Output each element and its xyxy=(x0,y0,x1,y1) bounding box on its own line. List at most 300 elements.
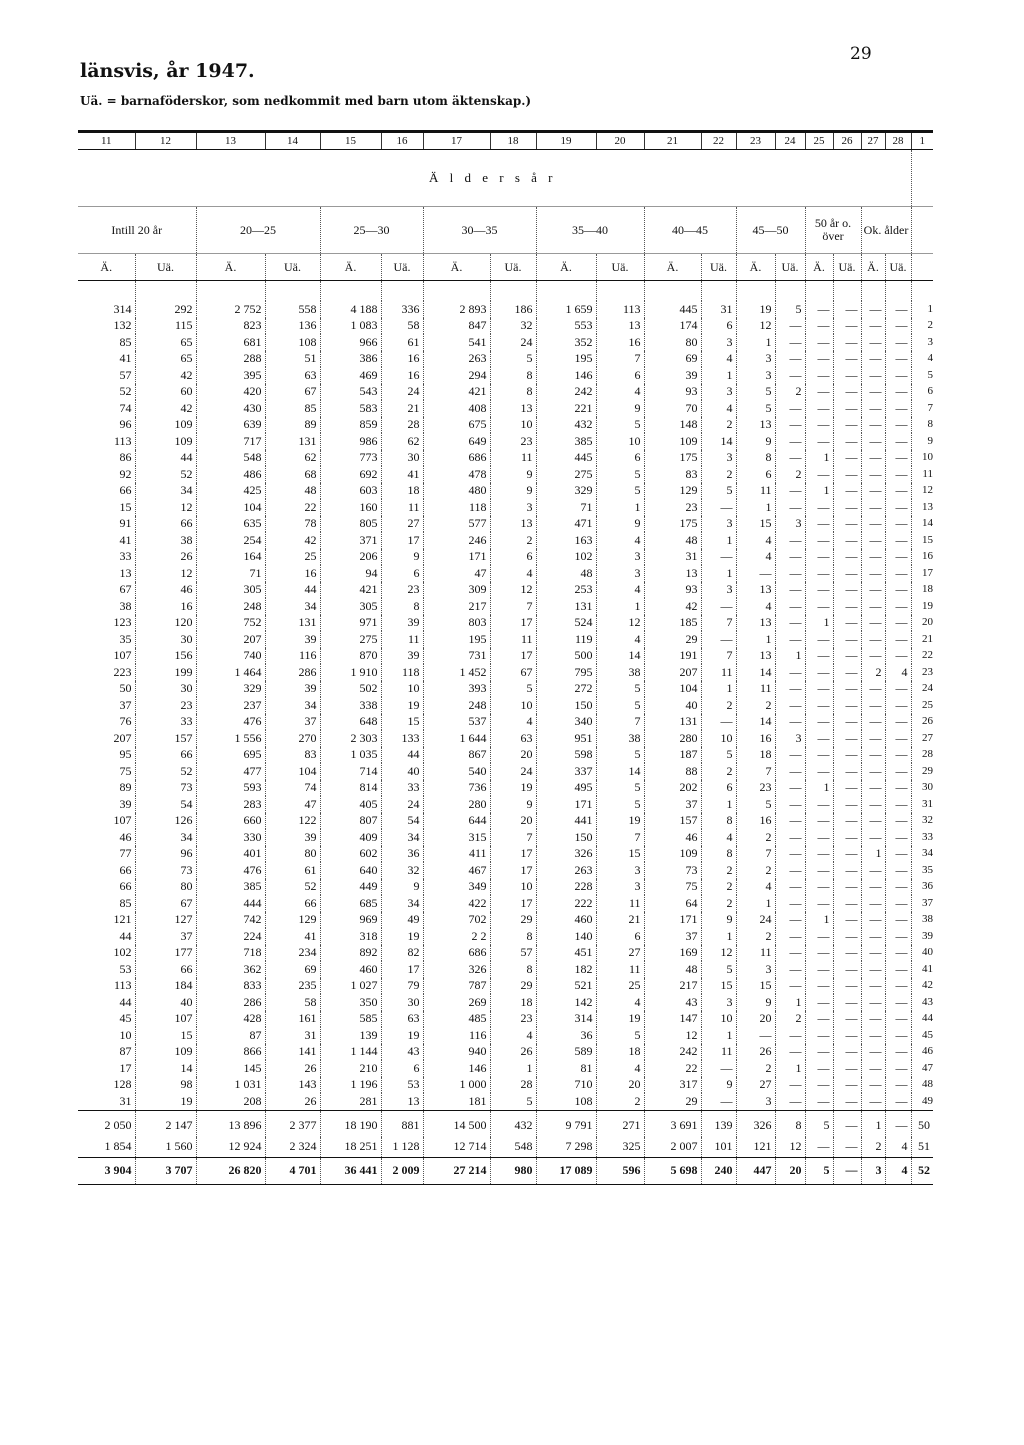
table-cell: — xyxy=(833,532,861,549)
row-number: 41 xyxy=(911,961,933,978)
table-cell: 96 xyxy=(119,417,132,432)
table-cell: 19 xyxy=(490,780,536,797)
table-cell: 17 xyxy=(381,532,423,549)
table-cell: 692 xyxy=(320,466,381,483)
total-cell: 4 xyxy=(885,1157,911,1184)
table-cell: 8 xyxy=(701,813,736,830)
table-cell: 4 188 xyxy=(320,301,381,318)
table-cell: 3 xyxy=(701,384,736,401)
table-cell: — xyxy=(885,367,911,384)
table-cell: — xyxy=(885,351,911,368)
total-cell: 2 324 xyxy=(265,1137,320,1158)
table-cell: 8 xyxy=(701,846,736,863)
table-cell: — xyxy=(833,499,861,516)
column-number: 17 xyxy=(423,132,490,150)
table-cell: 208 xyxy=(196,1093,265,1110)
table-cell: 742 xyxy=(196,912,265,929)
table-row xyxy=(78,796,933,813)
table-cell: 9 xyxy=(596,400,644,417)
table-cell: 122 xyxy=(265,813,320,830)
row-number: 10 xyxy=(911,450,933,467)
table-cell: 57 xyxy=(490,945,536,962)
row-number: 5 xyxy=(911,367,933,384)
table-cell: 60 xyxy=(135,384,196,401)
table-cell: — xyxy=(775,697,805,714)
table-cell: 329 xyxy=(196,681,265,698)
table-cell: 21 xyxy=(596,912,644,929)
table-cell: 9 xyxy=(736,433,775,450)
table-cell: 22 xyxy=(265,499,320,516)
table-cell: 969 xyxy=(320,912,381,929)
table-cell: 421 xyxy=(320,582,381,599)
table-cell: 74 xyxy=(119,400,132,415)
table-cell: 866 xyxy=(196,1044,265,1061)
table-cell: — xyxy=(833,1077,861,1094)
age-table xyxy=(78,130,933,1185)
table-cell: 17 xyxy=(490,862,536,879)
table-cell: 2 xyxy=(736,697,775,714)
table-cell: 126 xyxy=(135,813,196,830)
table-cell: 42 xyxy=(265,532,320,549)
table-cell: 318 xyxy=(320,928,381,945)
table-cell: 787 xyxy=(423,978,490,995)
table-row xyxy=(78,532,933,549)
table-cell: 14 xyxy=(701,433,736,450)
married-header: Ä. xyxy=(861,254,885,281)
table-cell: 186 xyxy=(490,301,536,318)
married-header: Ä. xyxy=(78,254,135,281)
table-cell: — xyxy=(833,730,861,747)
table-cell: 27 xyxy=(596,945,644,962)
table-cell: 4 xyxy=(885,664,911,681)
table-cell: 1 xyxy=(736,895,775,912)
table-cell: 53 xyxy=(119,961,132,976)
table-cell: — xyxy=(833,714,861,731)
table-cell: — xyxy=(833,912,861,929)
table-cell: — xyxy=(805,1044,833,1061)
table-cell: 2 xyxy=(736,829,775,846)
table-cell: 63 xyxy=(265,367,320,384)
table-cell: 228 xyxy=(536,879,596,896)
table-cell: 4 xyxy=(596,631,644,648)
row-number: 32 xyxy=(911,813,933,830)
age-group-header: 30—35 xyxy=(423,207,536,254)
table-cell: — xyxy=(805,796,833,813)
table-cell: 807 xyxy=(320,813,381,830)
table-cell: 9 xyxy=(701,1077,736,1094)
table-cell: — xyxy=(775,961,805,978)
table-cell: 8 xyxy=(490,961,536,978)
total-cell: 17 089 xyxy=(536,1157,596,1184)
table-cell: — xyxy=(885,1060,911,1077)
total-cell: 5 xyxy=(805,1157,833,1184)
table-row xyxy=(78,549,933,566)
table-cell: 67 xyxy=(490,664,536,681)
table-cell: 5 xyxy=(736,400,775,417)
table-cell: — xyxy=(861,334,885,351)
table-cell: — xyxy=(861,367,885,384)
table-cell: — xyxy=(805,664,833,681)
table-cell: — xyxy=(736,1027,775,1044)
table-row xyxy=(78,846,933,863)
table-cell: 714 xyxy=(320,763,381,780)
table-cell: — xyxy=(833,417,861,434)
table-cell: 553 xyxy=(536,318,596,335)
row-number-header xyxy=(911,207,933,254)
table-cell: 1 xyxy=(701,367,736,384)
age-group-header: 50 år o. över xyxy=(805,207,861,254)
table-cell: — xyxy=(833,598,861,615)
table-cell: 5 xyxy=(596,466,644,483)
table-cell: 85 xyxy=(119,334,132,349)
total-cell: 240 xyxy=(701,1157,736,1184)
total-cell: 326 xyxy=(736,1110,775,1137)
table-row xyxy=(78,813,933,830)
table-row xyxy=(78,466,933,483)
table-cell: 385 xyxy=(196,879,265,896)
table-cell: 337 xyxy=(536,763,596,780)
table-cell: 11 xyxy=(701,664,736,681)
table-cell: 49 xyxy=(381,912,423,929)
table-cell: 107 xyxy=(113,813,132,828)
table-cell: 14 xyxy=(736,664,775,681)
table-cell: — xyxy=(885,681,911,698)
table-cell: 13 xyxy=(490,400,536,417)
table-cell: — xyxy=(775,763,805,780)
table-cell: — xyxy=(805,466,833,483)
table-cell: 74 xyxy=(265,780,320,797)
table-cell: — xyxy=(885,483,911,500)
table-cell: — xyxy=(736,565,775,582)
table-cell: 80 xyxy=(644,334,701,351)
table-cell: 1 000 xyxy=(423,1077,490,1094)
row-number: 9 xyxy=(911,433,933,450)
table-cell: 1 196 xyxy=(320,1077,381,1094)
table-cell: — xyxy=(861,879,885,896)
unmarried-header: Uä. xyxy=(490,254,536,281)
table-cell: 314 xyxy=(113,301,132,316)
table-cell: 237 xyxy=(196,697,265,714)
total-cell: 12 714 xyxy=(423,1137,490,1158)
table-cell: 280 xyxy=(644,730,701,747)
total-cell: 20 xyxy=(775,1157,805,1184)
table-cell: — xyxy=(701,714,736,731)
table-row xyxy=(78,598,933,615)
table-cell: 393 xyxy=(423,681,490,698)
table-cell: — xyxy=(805,1093,833,1110)
table-cell: 48 xyxy=(536,565,596,582)
table-cell: — xyxy=(861,615,885,632)
total-cell: 12 xyxy=(775,1137,805,1158)
table-cell: — xyxy=(775,450,805,467)
table-cell: 644 xyxy=(423,813,490,830)
table-cell: 16 xyxy=(596,334,644,351)
table-cell: 46 xyxy=(644,829,701,846)
total-cell: 2 xyxy=(861,1137,885,1158)
table-cell: 89 xyxy=(119,780,132,795)
table-row xyxy=(78,714,933,731)
table-cell: — xyxy=(833,1060,861,1077)
table-cell: — xyxy=(861,928,885,945)
table-cell: 7 xyxy=(490,598,536,615)
table-cell: 95 xyxy=(119,747,132,762)
table-cell: 540 xyxy=(423,763,490,780)
table-cell: 22 xyxy=(644,1060,701,1077)
table-cell: — xyxy=(775,1077,805,1094)
table-cell: — xyxy=(833,301,861,318)
table-cell: — xyxy=(775,582,805,599)
table-cell: 78 xyxy=(265,516,320,533)
column-number: 27 xyxy=(861,132,885,150)
table-cell: 5 xyxy=(736,384,775,401)
table-cell: 21 xyxy=(381,400,423,417)
table-cell: 326 xyxy=(536,846,596,863)
table-cell: — xyxy=(775,1044,805,1061)
table-cell: 44 xyxy=(119,994,132,1009)
table-cell: 23 xyxy=(490,1011,536,1028)
table-cell: 710 xyxy=(536,1077,596,1094)
table-cell: 63 xyxy=(490,730,536,747)
table-cell: 17 xyxy=(490,615,536,632)
table-cell: — xyxy=(885,615,911,632)
unmarried-header: Uä. xyxy=(701,254,736,281)
table-cell: — xyxy=(885,565,911,582)
table-cell: — xyxy=(885,648,911,665)
table-cell: 36 xyxy=(536,1027,596,1044)
age-group-row xyxy=(78,207,933,254)
table-cell: 441 xyxy=(536,813,596,830)
table-cell: 445 xyxy=(536,450,596,467)
table-cell: — xyxy=(885,1077,911,1094)
table-cell: 52 xyxy=(135,763,196,780)
table-cell: 411 xyxy=(423,846,490,863)
table-cell: 131 xyxy=(265,433,320,450)
table-cell: 1 031 xyxy=(196,1077,265,1094)
table-cell: — xyxy=(885,780,911,797)
age-group-header: Ok. ålder xyxy=(861,207,911,254)
table-cell: 1 035 xyxy=(320,747,381,764)
table-cell: — xyxy=(861,714,885,731)
table-cell: 4 xyxy=(736,549,775,566)
table-cell: 145 xyxy=(196,1060,265,1077)
married-header: Ä. xyxy=(320,254,381,281)
table-cell: 409 xyxy=(320,829,381,846)
table-cell: 109 xyxy=(135,417,196,434)
total-cell: 548 xyxy=(490,1137,536,1158)
table-cell: 469 xyxy=(320,367,381,384)
table-cell: 148 xyxy=(644,417,701,434)
row-number: 40 xyxy=(911,945,933,962)
column-number-row xyxy=(78,132,933,150)
table-cell: 577 xyxy=(423,516,490,533)
table-cell: — xyxy=(805,747,833,764)
table-row xyxy=(78,978,933,995)
row-number: 51 xyxy=(911,1137,933,1158)
table-cell: 500 xyxy=(536,648,596,665)
table-cell: — xyxy=(701,631,736,648)
row-number: 13 xyxy=(911,499,933,516)
table-cell: 460 xyxy=(536,912,596,929)
table-cell: 444 xyxy=(196,895,265,912)
table-cell: — xyxy=(861,631,885,648)
row-number: 17 xyxy=(911,565,933,582)
age-heading: Ä l d e r s å r xyxy=(428,169,557,185)
table-cell: 35 xyxy=(119,631,132,646)
row-number: 38 xyxy=(911,912,933,929)
table-cell: 83 xyxy=(265,747,320,764)
table-cell: — xyxy=(805,961,833,978)
table-cell: 39 xyxy=(265,631,320,648)
table-cell: 702 xyxy=(423,912,490,929)
table-cell: 5 xyxy=(596,681,644,698)
table-cell: — xyxy=(775,978,805,995)
table-cell: 199 xyxy=(135,664,196,681)
table-cell: 34 xyxy=(381,829,423,846)
column-number: 28 xyxy=(885,132,911,150)
table-cell: 235 xyxy=(265,978,320,995)
table-cell: 13 xyxy=(381,1093,423,1110)
table-cell: — xyxy=(805,714,833,731)
table-cell: 181 xyxy=(423,1093,490,1110)
column-number: 16 xyxy=(381,132,423,150)
table-cell: 18 xyxy=(736,747,775,764)
table-row xyxy=(78,417,933,434)
table-cell: 281 xyxy=(320,1093,381,1110)
table-cell: — xyxy=(861,796,885,813)
table-cell: 57 xyxy=(119,367,132,382)
married-header: Ä. xyxy=(644,254,701,281)
table-cell: 10 xyxy=(119,1027,132,1042)
table-cell: 20 xyxy=(490,813,536,830)
table-cell: 13 xyxy=(736,582,775,599)
table-cell: 681 xyxy=(196,334,265,351)
table-cell: 47 xyxy=(423,565,490,582)
table-cell: — xyxy=(775,334,805,351)
table-cell: 305 xyxy=(320,598,381,615)
table-cell: — xyxy=(833,879,861,896)
table-cell: — xyxy=(833,367,861,384)
table-cell: 66 xyxy=(135,961,196,978)
table-cell: — xyxy=(885,301,911,318)
table-cell: 40 xyxy=(381,763,423,780)
table-cell: 132 xyxy=(113,318,132,333)
table-cell: 4 xyxy=(596,1060,644,1077)
table-cell: — xyxy=(861,912,885,929)
table-cell: 71 xyxy=(536,499,596,516)
table-cell: 3 xyxy=(701,994,736,1011)
table-cell: 294 xyxy=(423,367,490,384)
column-number: 21 xyxy=(644,132,701,150)
table-cell: 805 xyxy=(320,516,381,533)
table-cell: 53 xyxy=(381,1077,423,1094)
table-cell: 1 xyxy=(701,1027,736,1044)
table-cell: 79 xyxy=(381,978,423,995)
table-cell: 280 xyxy=(423,796,490,813)
table-cell: 1 027 xyxy=(320,978,381,995)
table-cell: 4 xyxy=(596,384,644,401)
table-cell: 46 xyxy=(135,582,196,599)
table-cell: 986 xyxy=(320,433,381,450)
table-cell: 270 xyxy=(265,730,320,747)
table-cell: 5 xyxy=(701,961,736,978)
row-number: 50 xyxy=(911,1110,933,1137)
table-cell: 7 xyxy=(596,714,644,731)
table-cell: 6 xyxy=(701,318,736,335)
table-cell: — xyxy=(775,367,805,384)
total-cell: — xyxy=(833,1110,861,1137)
table-cell: 14 xyxy=(736,714,775,731)
table-cell: — xyxy=(805,549,833,566)
table-row xyxy=(78,565,933,582)
table-cell: — xyxy=(861,961,885,978)
table-cell: — xyxy=(775,862,805,879)
table-cell: — xyxy=(885,978,911,995)
table-cell: 6 xyxy=(490,549,536,566)
table-cell: 66 xyxy=(119,879,132,894)
table-cell: — xyxy=(885,400,911,417)
table-cell: 80 xyxy=(135,879,196,896)
row-number: 19 xyxy=(911,598,933,615)
row-number: 7 xyxy=(911,400,933,417)
table-cell: 128 xyxy=(113,1077,132,1092)
table-cell: 695 xyxy=(196,747,265,764)
table-cell: 940 xyxy=(423,1044,490,1061)
table-cell: 541 xyxy=(423,334,490,351)
table-cell: 44 xyxy=(119,928,132,943)
table-cell: 66 xyxy=(119,862,132,877)
table-cell: 31 xyxy=(265,1027,320,1044)
table-cell: 39 xyxy=(119,796,132,811)
table-cell: 52 xyxy=(119,384,132,399)
table-cell: 16 xyxy=(265,565,320,582)
table-cell: 309 xyxy=(423,582,490,599)
table-cell: 39 xyxy=(265,681,320,698)
table-cell: 660 xyxy=(196,813,265,830)
table-cell: 40 xyxy=(644,697,701,714)
table-cell: — xyxy=(775,400,805,417)
row-number: 44 xyxy=(911,1011,933,1028)
table-cell: 224 xyxy=(196,928,265,945)
table-cell: 317 xyxy=(644,1077,701,1094)
table-cell: — xyxy=(805,631,833,648)
total-cell: — xyxy=(833,1137,861,1158)
table-cell: 524 xyxy=(536,615,596,632)
table-cell: — xyxy=(861,301,885,318)
table-cell: 119 xyxy=(536,631,596,648)
table-cell: 11 xyxy=(701,1044,736,1061)
table-cell: 16 xyxy=(135,598,196,615)
table-cell: 24 xyxy=(381,384,423,401)
table-cell: 104 xyxy=(644,681,701,698)
table-cell: — xyxy=(833,1044,861,1061)
table-cell: 870 xyxy=(320,648,381,665)
column-number: 20 xyxy=(596,132,644,150)
table-cell: 585 xyxy=(320,1011,381,1028)
total-cell: 13 896 xyxy=(196,1110,265,1137)
table-cell: 65 xyxy=(135,334,196,351)
table-cell: 17 xyxy=(381,961,423,978)
table-row xyxy=(78,631,933,648)
table-cell: 9 xyxy=(490,483,536,500)
column-number: 24 xyxy=(775,132,805,150)
table-cell: 1 xyxy=(775,994,805,1011)
table-cell: 27 xyxy=(381,516,423,533)
table-cell: 24 xyxy=(490,334,536,351)
table-cell: 495 xyxy=(536,780,596,797)
table-cell: 1 xyxy=(701,928,736,945)
table-cell: 113 xyxy=(596,301,644,318)
total-cell: 2 147 xyxy=(135,1110,196,1137)
